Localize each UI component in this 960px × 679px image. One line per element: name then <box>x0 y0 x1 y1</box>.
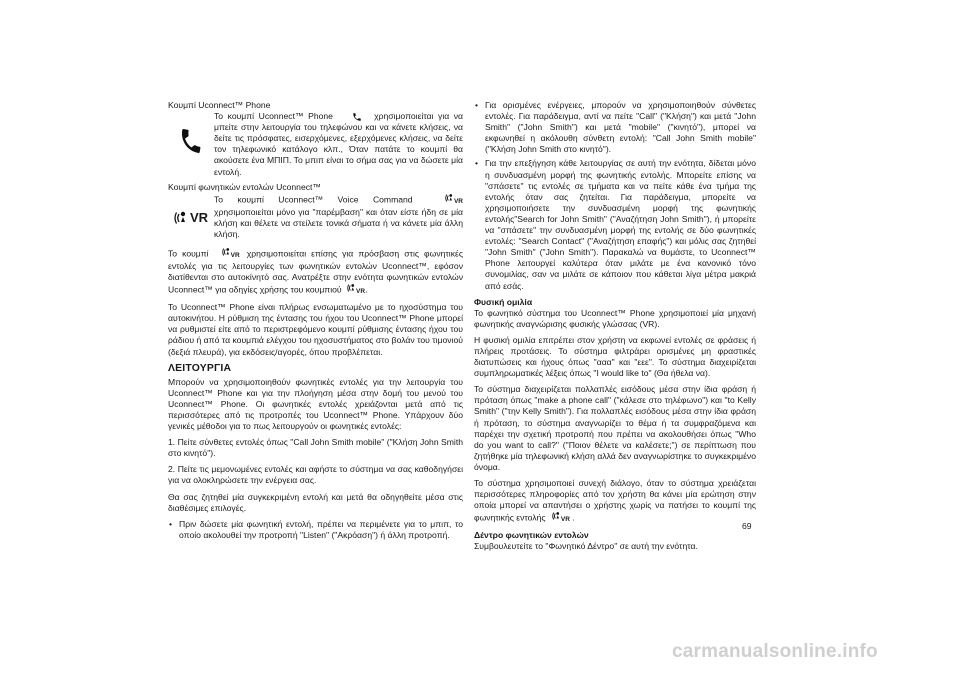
bullet-list-left <box>168 519 463 541</box>
paragraph-method-1: 1. Πείτε σύνθετες εντολές όπως "Call John Smith mobile" ("Κλήση John Smith στο κινητό"). <box>168 437 463 459</box>
para1-part-c: . <box>365 284 368 295</box>
natural-speech-title: Φυσική ομιλία <box>474 296 533 307</box>
paragraph-audio-integration: Το Uconnect™ Phone είναι πλήρως ενσωματωμένο με το ηχοσύστημα του αυτοκινήτου. Η ρύθμιση της έντασης του ήχου του Uconnect™ Phone μπορεί να ρυθμιστεί είτε από το περιστρεφόμενο κουμπί ρύθμισης έντασης ήχου του ράδιου ή από τα κουμπιά ελέγχου του ηχοσυστήματος στο βολάν του τιμονιού (δεξιά πλευρά), για εκδόσεις/αγορές, όπου προβλέπεται. <box>168 302 463 357</box>
voice-button-block <box>168 193 463 243</box>
voice-command-icon-inline-3 <box>347 283 368 297</box>
bullet-list-right <box>474 100 756 292</box>
right-column <box>474 100 756 558</box>
paragraph-natural-speech: Η φυσική ομιλία επιτρέπει στον χρήστη να εκφωνεί εντολές σε φράσεις ή πλήρεις προτάσεις. Το σύστημα φιλτράρει ορισμένες μη φραστικές διατυπώσεις και ήχους όπως "ααα" και "εεε". Το σύστημα διαχειρίζεται συμπληρωματικές λέξεις όπως "I would like to" (Θα ήθελα να). <box>474 334 756 379</box>
phone-button-text-b: χρησιμοποιείται για να μπείτε στην λειτουργία του τηλεφώνου και να κάνετε κλήσεις, να δείτε τις πρόσφατες, εισερχόμενες, εξερχόμενες κλήσεις, να δείτε τον τηλεφωνικό κατάλογο κλπ., Όταν πατάτε το κουμπί θα ακούσετε ένα ΜΠΙΠ. Το μπιπ είναι το σήμα σας για να δώσετε μία εντολή. <box>214 111 464 177</box>
voice-button-title: Κουμπί φωνητικών εντολών Uconnect™ <box>168 181 322 192</box>
bullet-combined-form: • Για την επεξήγηση κάθε λειτουργίας σε αυτή την ενότητα, δίδεται μόνο η συνδυασμένη μορφή της φωνητικής εντολής. Μπορείτε επίσης να "σπάσετε" τις εντολές σε τμήματα και να πείτε κάθε ένα τμήμα της εντολής όταν σας ζητείται. Για παράδειγμα, μπορείτε να χρησιμοποιήσετε την συνδυασμένη μορφή της φωνητικής εντολής"Search for John Smith" ("Αναζήτηση John Smith"), ή μπορείτε να "σπάσετε" την συνδυασμένη μορφή της εντολής σε δύο φωνητικές εντολές: "Search Contact" ("Αναζήτηση επαφής") και μόλις σας ζητηθεί "John Smith" ("John Smith"). Παρακαλώ να θυμάστε, το Uconnect™ Phone λειτουργεί καλύτερα όταν μιλάτε με ένα κανονικό τόνο συνομιλίας, σαν να μιλάτε σε κάποιον που κάθεται λίγα μέτρα μακριά από εσάς. <box>474 158 756 291</box>
paragraph-prompt-info: Θα σας ζητηθεί μία συγκεκριμένη εντολή και μετά θα οδηγηθείτε μέσα στις διαθέσιμες επιλογές. <box>168 491 463 513</box>
para9-part-a: Το σύστημα χρησιμοποιεί συνεχή διάλογο, όταν το σύστημα χρειάζεται περισσότερες πληροφορίες από τον χρήστη θα κάνει μία ερώτηση στην οποία μπορεί να απαντήσει ο χρήστης χωρίς να πατήσει το κουμπί της φωνητικής εντολής <box>474 478 756 523</box>
phone-icon <box>177 127 205 155</box>
paragraph-method-2: 2. Πείτε τις μεμονωμένες εντολές και αφήστε το σύστημα να σας καθοδηγήσει για να ολοκληρώσετε την ενέργεια σας. <box>168 464 463 486</box>
paragraph-continuous-dialog <box>474 478 756 525</box>
vr-label-inline-3: VR <box>356 288 366 296</box>
para1-part-b: χρησιμοποιείται επίσης για πρόσβαση στις φωνητικές εντολές για τις λειτουργίες των φωνητικών εντολών Uconnect™, εφόσον διατίθενται στο αυτοκίνητό σας. Ανατρέξτε στην ενότητα φωνητικών εντολών Uconnect™ για οδηγίες χρήσης του κουμπιού <box>168 248 463 295</box>
voice-tree-title: Δέντρο φωνητικών εντολών <box>474 530 589 541</box>
vr-label-inline-4: VR <box>560 516 570 524</box>
voice-command-icon <box>174 210 208 226</box>
phone-icon-inline <box>352 112 362 122</box>
paragraph-multiple-inputs: Το σύστημα διαχειρίζεται πολλαπλές εισόδους μέσα στην ίδια φράση ή πρόταση όπως "make a phone call" ("κάλεσε στο τηλέφωνο") και "to Kelly Smith" ("την Kelly Smith"). Για πολλαπλές εισόδους μέσα στην ίδια φράση ή πρόταση, το σύστημα αναγνωρίζει το θέμα ή τα συμφραζόμενα και παρέχει την σχετική προτροπή που πρέπει να ακολουθήσει όπως "Who do you want to call?" ("Ποιον θέλετε να καλέσετε;") σε περίπτωση που ζητήθηκε μία τηλεφωνική κλήση αλλά δεν αναγνωρίστηκε το συγκεκριμένο όνομα. <box>474 384 756 472</box>
voice-tree-text: Συμβουλευτείτε το "Φωνητικό Δέντρο" σε αυτή την ενότητα. <box>474 541 698 552</box>
vr-label-inline: VR <box>453 197 463 205</box>
watermark: carmanualsonline.info <box>672 641 878 662</box>
voice-command-icon-inline <box>445 193 463 207</box>
bullet-wait-beep: • Πριν δώσετε μία φωνητική εντολή, πρέπει να περιμένετε για το μπιπ, το οποίο ακολουθεί την προτροπή "Listen" ("Ακρόαση") ή άλλη προτροπή. <box>168 519 463 541</box>
para9-part-b: . <box>572 512 575 523</box>
vr-label: VR <box>189 210 209 226</box>
page-number: 69 <box>742 521 752 531</box>
paragraph-voice-access <box>168 247 463 297</box>
vr-label-inline-2: VR <box>230 251 240 259</box>
bullet-compound-commands: • Για ορισμένες ενέργειες, μπορούν να χρησιμοποιηθούν σύνθετες εντολές. Για παράδειγμα, αντί να πείτε "Call" ("Κλήση") και μετά "John Smith" ("John Smith") και μετά "mobile" ("κινητό"), μπορεί να εκφωνηθεί η ακόλουθη σύνθετη εντολή: "Call John Smith mobile" ("Κλήση John Smith στο κινητό"). <box>474 100 756 155</box>
voice-button-text <box>214 193 463 240</box>
phone-button-text <box>214 111 463 178</box>
vr-icon-large-cell <box>168 193 214 243</box>
natural-speech-text: Το φωνητικό σύστημα του Uconnect™ Phone χρησιμοποιεί μία μηχανή φωνητικής αναγνώρισης φυσικής γλώσσας (VR). <box>474 307 756 329</box>
voice-button-text-a: Το κουμπί Uconnect™ Voice Command <box>214 194 413 205</box>
left-column <box>168 100 463 546</box>
voice-button-text-b: χρησιμοποιείται μόνο για "παρέμβαση" και όταν είστε ήδη σε μία κλήση και θέλετε να στείλετε τονικά σήματα ή να κάνετε μία άλλη κλήση. <box>214 206 463 240</box>
phone-icon-large-cell <box>168 111 214 171</box>
voice-command-icon-inline-2 <box>222 247 240 261</box>
voice-command-icon-inline-4 <box>552 511 570 525</box>
section-title-operation: ΛΕΙΤΟΥΡΓΙΑ <box>168 362 232 374</box>
phone-button-text-a: Το κουμπί Uconnect™ Phone <box>214 111 333 122</box>
phone-button-title: Κουμπί Uconnect™ Phone <box>168 100 271 110</box>
para1-part-a: Το κουμπί <box>168 248 209 259</box>
paragraph-voice-methods: Μπορούν να χρησιμοποιηθούν φωνητικές εντολές για την λειτουργία του Uconnect™ Phone και για την πλοήγηση μέσα στην δομή του μενού του Uconnect™ Phone. Οι φωνητικές εντολές χρειάζονται μετά από τις περισσότερες από τις προτροπές του Uconnect™ Phone. Υπάρχουν δύο γενικές μέθοδοι για το πως λειτουργούν οι φωνητικές εντολές: <box>168 376 463 432</box>
phone-button-block <box>168 111 463 178</box>
